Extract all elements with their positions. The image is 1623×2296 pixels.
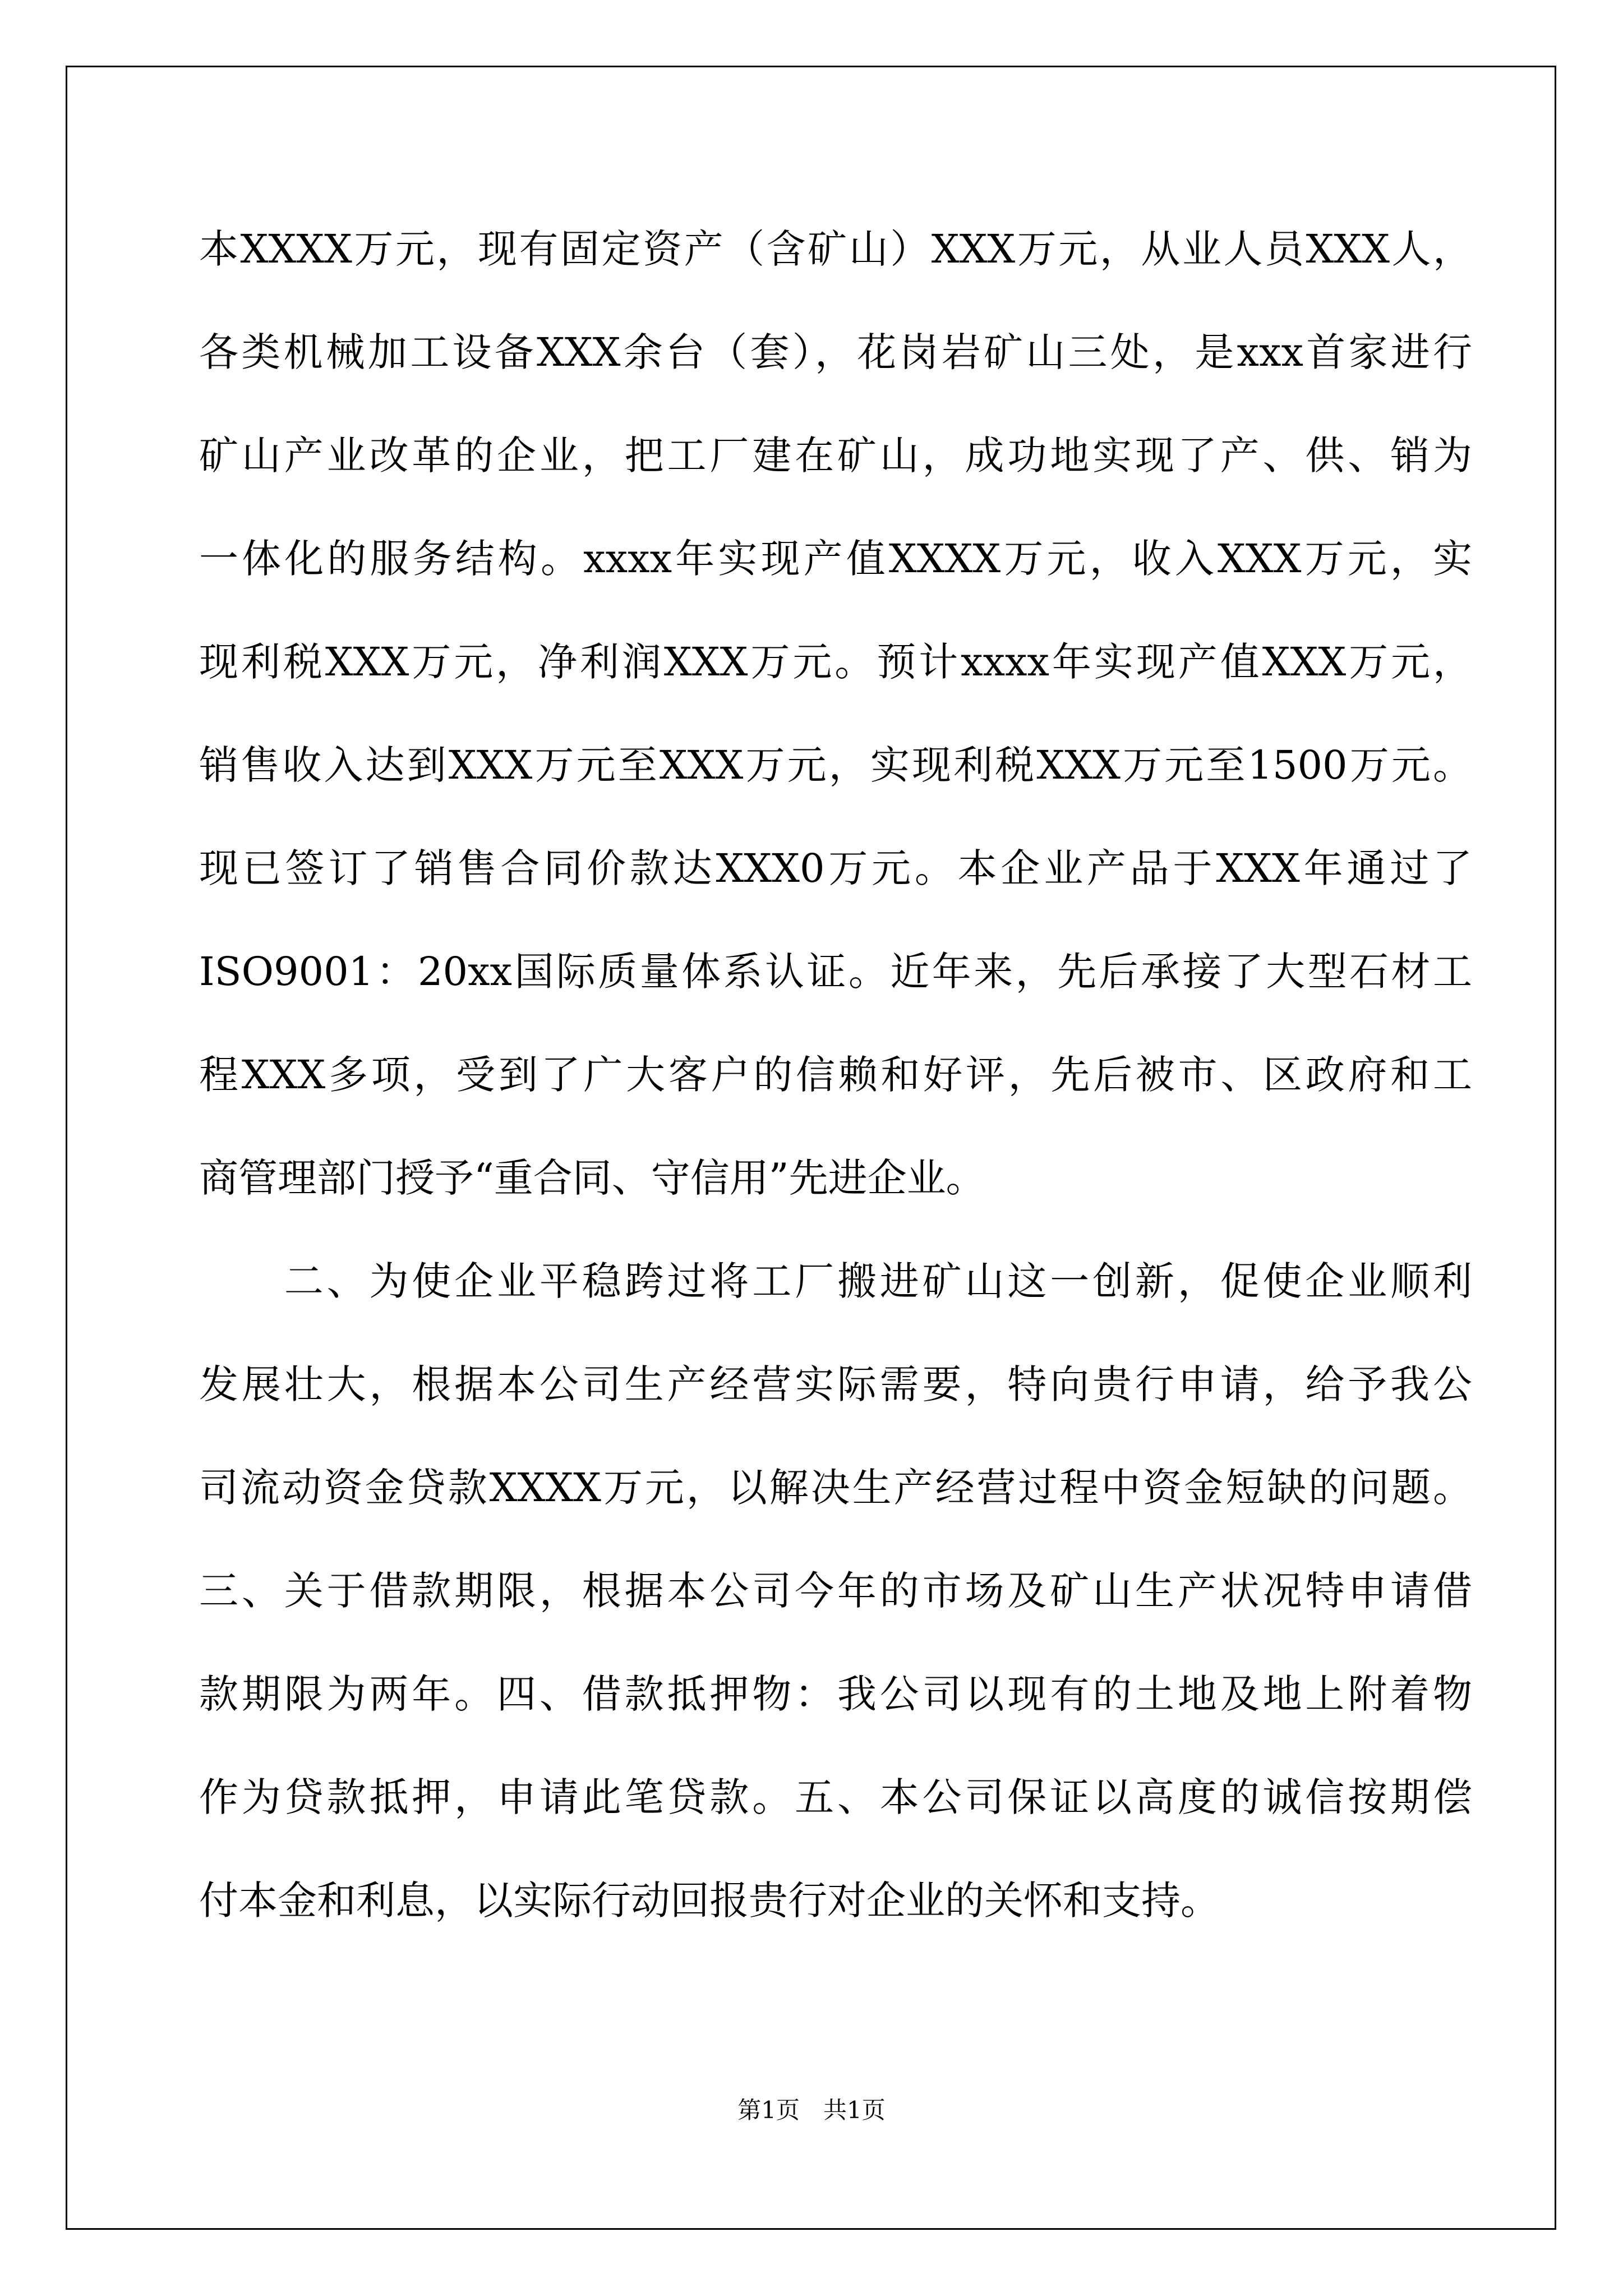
text-line-last: 商管理部门授予“重合同、守信用”先进企业。 bbox=[199, 1155, 985, 1201]
text-line: 发展壮大，根据本公司生产经营实际需要，特向贵行申请，给予我公 bbox=[199, 1361, 1472, 1407]
text-line: 三、关于借款期限，根据本公司今年的市场及矿山生产状况特申请借 bbox=[199, 1568, 1472, 1614]
text-line: 矿山产业改革的企业，把工厂建在矿山，成功地实现了产、供、销为 bbox=[199, 432, 1472, 478]
text-line: 本XXXX万元，现有固定资产（含矿山）XXX万元，从业人员XXX人， bbox=[199, 226, 1472, 272]
text-line: 作为贷款抵押，申请此笔贷款。五、本公司保证以高度的诚信按期偿 bbox=[199, 1774, 1472, 1820]
text-line: 司流动资金贷款XXXX万元，以解决生产经营过程中资金短缺的问题。 bbox=[199, 1465, 1472, 1511]
text-line: 销售收入达到XXX万元至XXX万元，实现利税XXX万元至1500万元。 bbox=[199, 742, 1472, 788]
body-paragraph-2 bbox=[199, 1230, 1472, 1952]
text-line: 现已签订了销售合同价款达XXX0万元。本企业产品于XXX年通过了 bbox=[199, 845, 1472, 891]
text-line: ISO9001：20xx国际质量体系认证。近年来，先后承接了大型石材工 bbox=[199, 949, 1472, 995]
text-line: 各类机械加工设备XXX余台（套），花岗岩矿山三处，是xxx首家进行 bbox=[199, 329, 1472, 375]
text-line: 程XXX多项，受到了广大客户的信赖和好评，先后被市、区政府和工 bbox=[199, 1052, 1472, 1098]
text-line: 一体化的服务结构。xxxx年实现产值XXXX万元，收入XXX万元，实 bbox=[199, 536, 1472, 582]
page-number-footer: 第1页 共1页 bbox=[737, 2096, 886, 2124]
text-line: 现利税XXX万元，净利润XXX万元。预计xxxx年实现产值XXX万元， bbox=[199, 639, 1472, 685]
text-line: 二、为使企业平稳跨过将工厂搬进矿山这一创新，促使企业顺利 bbox=[199, 1258, 1472, 1304]
text-line: 款期限为两年。四、借款抵押物：我公司以现有的土地及地上附着物 bbox=[199, 1671, 1472, 1717]
text-line-last: 付本金和利息，以实际行动回报贵行对企业的关怀和支持。 bbox=[199, 1878, 1220, 1924]
body-paragraph-1 bbox=[199, 197, 1472, 1230]
